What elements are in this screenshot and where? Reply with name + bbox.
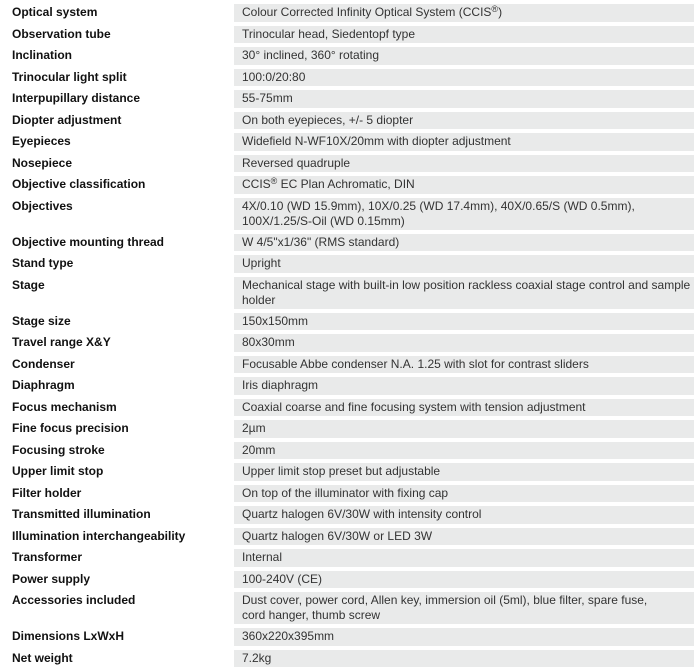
spec-value: Colour Corrected Infinity Optical System (CCIS®) xyxy=(228,4,694,26)
spec-value: 7.2kg xyxy=(228,650,694,671)
spec-value: Trinocular head, Siedentopf type xyxy=(228,26,694,48)
spec-label: Stage xyxy=(4,277,228,313)
spec-value: 20mm xyxy=(228,442,694,464)
spec-value: Quartz halogen 6V/30W or LED 3W xyxy=(228,528,694,550)
registered-mark: ® xyxy=(271,176,278,186)
spec-row-condenser xyxy=(4,356,694,378)
specifications-body xyxy=(4,4,694,671)
specifications-table xyxy=(4,4,694,671)
spec-row-upper-limit-stop xyxy=(4,463,694,485)
spec-value: Coaxial coarse and fine focusing system with tension adjustment xyxy=(228,399,694,421)
spec-value: 30° inclined, 360° rotating xyxy=(228,47,694,69)
spec-row-dimensions xyxy=(4,628,694,650)
spec-label: Power supply xyxy=(4,571,228,593)
spec-label: Illumination interchangeability xyxy=(4,528,228,550)
spec-label: Eyepieces xyxy=(4,133,228,155)
spec-row-net-weight xyxy=(4,650,694,671)
spec-label: Trinocular light split xyxy=(4,69,228,91)
spec-row-eyepieces xyxy=(4,133,694,155)
spec-row-stand-type xyxy=(4,255,694,277)
spec-label: Filter holder xyxy=(4,485,228,507)
spec-row-transmitted-illumination xyxy=(4,506,694,528)
spec-label: Transformer xyxy=(4,549,228,571)
spec-label: Fine focus precision xyxy=(4,420,228,442)
spec-value: Upper limit stop preset but adjustable xyxy=(228,463,694,485)
spec-value: CCIS® EC Plan Achromatic, DIN xyxy=(228,176,694,198)
spec-value: 150x150mm xyxy=(228,313,694,335)
spec-row-stage-size xyxy=(4,313,694,335)
spec-row-focusing-stroke xyxy=(4,442,694,464)
spec-value: 100:0/20:80 xyxy=(228,69,694,91)
spec-value: Mechanical stage with built-in low position rackless coaxial stage control and sample holder xyxy=(228,277,694,313)
spec-value: 360x220x395mm xyxy=(228,628,694,650)
spec-label: Stage size xyxy=(4,313,228,335)
spec-row-power-supply xyxy=(4,571,694,593)
spec-row-observation-tube xyxy=(4,26,694,48)
spec-row-travel-range xyxy=(4,334,694,356)
spec-row-transformer xyxy=(4,549,694,571)
spec-row-accessories-included xyxy=(4,592,694,628)
spec-row-objectives xyxy=(4,198,694,234)
spec-row-diaphragm xyxy=(4,377,694,399)
spec-row-filter-holder xyxy=(4,485,694,507)
spec-row-focus-mechanism xyxy=(4,399,694,421)
spec-value: Focusable Abbe condenser N.A. 1.25 with slot for contrast sliders xyxy=(228,356,694,378)
spec-label: Interpupillary distance xyxy=(4,90,228,112)
spec-label: Observation tube xyxy=(4,26,228,48)
spec-label: Objective mounting thread xyxy=(4,234,228,256)
spec-row-stage xyxy=(4,277,694,313)
spec-label: Transmitted illumination xyxy=(4,506,228,528)
spec-value: Upright xyxy=(228,255,694,277)
spec-row-inclination xyxy=(4,47,694,69)
spec-row-objective-mounting-thread xyxy=(4,234,694,256)
spec-row-nosepiece xyxy=(4,155,694,177)
spec-label: Nosepiece xyxy=(4,155,228,177)
spec-value: On top of the illuminator with fixing cap xyxy=(228,485,694,507)
spec-label: Focus mechanism xyxy=(4,399,228,421)
spec-row-illumination-interchangeability xyxy=(4,528,694,550)
spec-label: Upper limit stop xyxy=(4,463,228,485)
spec-value: On both eyepieces, +/- 5 diopter xyxy=(228,112,694,134)
spec-value: Iris diaphragm xyxy=(228,377,694,399)
spec-value: 2µm xyxy=(228,420,694,442)
spec-label: Optical system xyxy=(4,4,228,26)
spec-value: Widefield N-WF10X/20mm with diopter adjustment xyxy=(228,133,694,155)
spec-value: Quartz halogen 6V/30W with intensity control xyxy=(228,506,694,528)
spec-value: Reversed quadruple xyxy=(228,155,694,177)
registered-mark: ® xyxy=(491,4,498,14)
spec-label: Travel range X&Y xyxy=(4,334,228,356)
spec-label: Objectives xyxy=(4,198,228,234)
spec-value: W 4/5"x1/36" (RMS standard) xyxy=(228,234,694,256)
spec-label: Inclination xyxy=(4,47,228,69)
spec-row-interpupillary-distance xyxy=(4,90,694,112)
spec-label: Focusing stroke xyxy=(4,442,228,464)
spec-label: Accessories included xyxy=(4,592,228,628)
spec-label: Stand type xyxy=(4,255,228,277)
spec-row-optical-system xyxy=(4,4,694,26)
spec-value: Internal xyxy=(228,549,694,571)
spec-label: Net weight xyxy=(4,650,228,671)
spec-label: Diopter adjustment xyxy=(4,112,228,134)
spec-row-fine-focus-precision xyxy=(4,420,694,442)
spec-label: Objective classification xyxy=(4,176,228,198)
spec-value: 55-75mm xyxy=(228,90,694,112)
spec-value: 100-240V (CE) xyxy=(228,571,694,593)
spec-value: Dust cover, power cord, Allen key, immersion oil (5ml), blue filter, spare fuse, cord hanger, thumb screw xyxy=(228,592,694,628)
spec-row-trinocular-light-split xyxy=(4,69,694,91)
spec-label: Condenser xyxy=(4,356,228,378)
spec-value: 80x30mm xyxy=(228,334,694,356)
spec-row-objective-classification xyxy=(4,176,694,198)
spec-label: Diaphragm xyxy=(4,377,228,399)
spec-value: 4X/0.10 (WD 15.9mm), 10X/0.25 (WD 17.4mm), 40X/0.65/S (WD 0.5mm), 100X/1.25/S-Oil (WD 0.15mm) xyxy=(228,198,694,234)
spec-row-diopter-adjustment xyxy=(4,112,694,134)
spec-label: Dimensions LxWxH xyxy=(4,628,228,650)
